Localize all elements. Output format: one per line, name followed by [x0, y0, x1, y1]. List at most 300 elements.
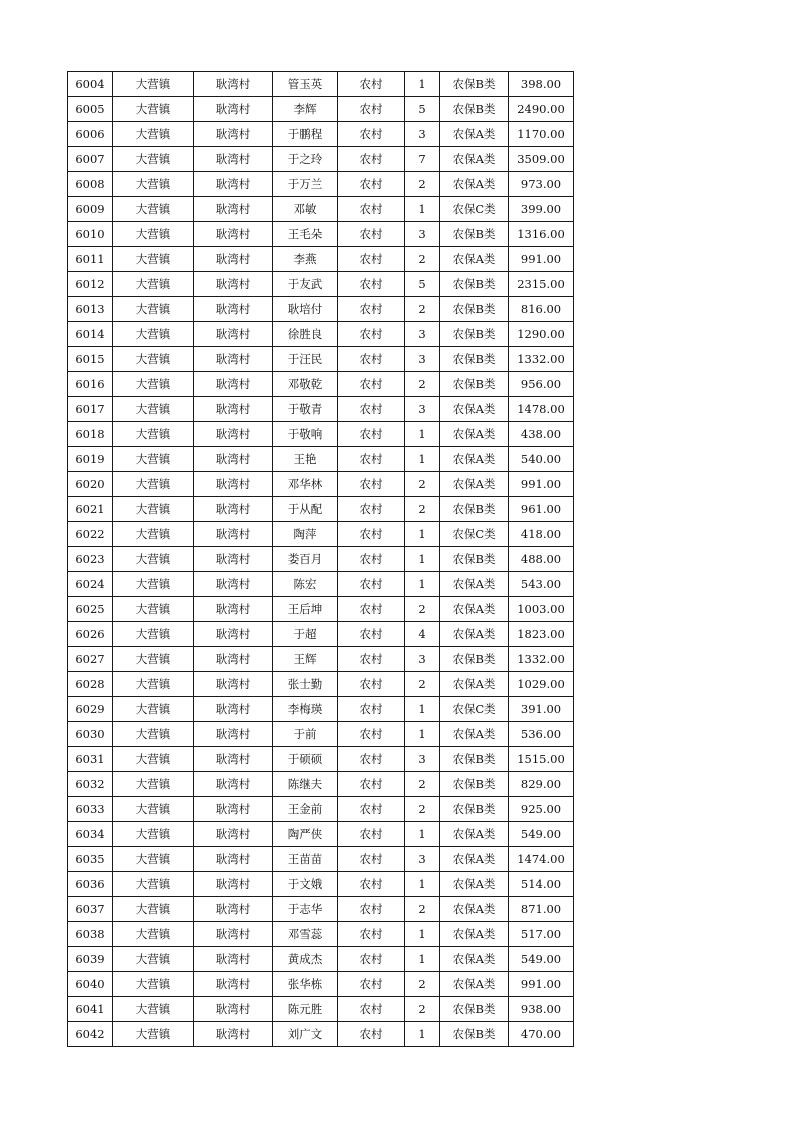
record-id-cell: 6032 — [68, 772, 113, 797]
table-row — [68, 1022, 574, 1047]
household-type-cell: 农村 — [338, 472, 405, 497]
amount-cell: 991.00 — [509, 247, 574, 272]
record-id-cell: 6005 — [68, 97, 113, 122]
village-cell: 耿湾村 — [194, 872, 273, 897]
member-count-cell: 1 — [405, 822, 440, 847]
insurance-category-cell: 农保B类 — [440, 372, 509, 397]
name-cell: 王毛朵 — [273, 222, 338, 247]
town-cell: 大营镇 — [113, 922, 194, 947]
village-cell: 耿湾村 — [194, 822, 273, 847]
town-cell: 大营镇 — [113, 297, 194, 322]
table-row — [68, 622, 574, 647]
household-type-cell: 农村 — [338, 572, 405, 597]
table-row — [68, 472, 574, 497]
insurance-category-cell: 农保C类 — [440, 522, 509, 547]
member-count-cell: 1 — [405, 197, 440, 222]
amount-cell: 1003.00 — [509, 597, 574, 622]
household-type-cell: 农村 — [338, 422, 405, 447]
village-cell: 耿湾村 — [194, 547, 273, 572]
household-type-cell: 农村 — [338, 747, 405, 772]
village-cell: 耿湾村 — [194, 422, 273, 447]
record-id-cell: 6039 — [68, 947, 113, 972]
member-count-cell: 1 — [405, 522, 440, 547]
member-count-cell: 1 — [405, 697, 440, 722]
insurance-category-cell: 农保B类 — [440, 747, 509, 772]
name-cell: 于文娥 — [273, 872, 338, 897]
member-count-cell: 3 — [405, 647, 440, 672]
record-id-cell: 6012 — [68, 272, 113, 297]
record-id-cell: 6027 — [68, 647, 113, 672]
village-cell: 耿湾村 — [194, 522, 273, 547]
record-id-cell: 6011 — [68, 247, 113, 272]
town-cell: 大营镇 — [113, 472, 194, 497]
amount-cell: 956.00 — [509, 372, 574, 397]
household-type-cell: 农村 — [338, 522, 405, 547]
village-cell: 耿湾村 — [194, 347, 273, 372]
village-cell: 耿湾村 — [194, 897, 273, 922]
name-cell: 于从配 — [273, 497, 338, 522]
village-cell: 耿湾村 — [194, 572, 273, 597]
insurance-category-cell: 农保A类 — [440, 397, 509, 422]
village-cell: 耿湾村 — [194, 972, 273, 997]
table-row — [68, 297, 574, 322]
amount-cell: 399.00 — [509, 197, 574, 222]
table-row — [68, 497, 574, 522]
town-cell: 大营镇 — [113, 222, 194, 247]
table-row — [68, 322, 574, 347]
amount-cell: 1332.00 — [509, 647, 574, 672]
insurance-category-cell: 农保A类 — [440, 672, 509, 697]
record-id-cell: 6042 — [68, 1022, 113, 1047]
village-cell: 耿湾村 — [194, 197, 273, 222]
name-cell: 于万兰 — [273, 172, 338, 197]
record-id-cell: 6024 — [68, 572, 113, 597]
town-cell: 大营镇 — [113, 797, 194, 822]
village-cell: 耿湾村 — [194, 97, 273, 122]
insurance-category-cell: 农保A类 — [440, 597, 509, 622]
table-row — [68, 747, 574, 772]
table-row — [68, 997, 574, 1022]
insurance-category-cell: 农保B类 — [440, 797, 509, 822]
amount-cell: 540.00 — [509, 447, 574, 472]
table-row — [68, 772, 574, 797]
record-id-cell: 6017 — [68, 397, 113, 422]
name-cell: 娄百月 — [273, 547, 338, 572]
table-row — [68, 447, 574, 472]
town-cell: 大营镇 — [113, 897, 194, 922]
table-row — [68, 222, 574, 247]
village-cell: 耿湾村 — [194, 247, 273, 272]
insurance-category-cell: 农保A类 — [440, 972, 509, 997]
name-cell: 于友武 — [273, 272, 338, 297]
amount-cell: 549.00 — [509, 822, 574, 847]
amount-cell: 1029.00 — [509, 672, 574, 697]
name-cell: 王苗苗 — [273, 847, 338, 872]
insurance-category-cell: 农保A类 — [440, 172, 509, 197]
household-type-cell: 农村 — [338, 997, 405, 1022]
table-row — [68, 822, 574, 847]
insurance-category-cell: 农保A类 — [440, 847, 509, 872]
record-id-cell: 6026 — [68, 622, 113, 647]
town-cell: 大营镇 — [113, 347, 194, 372]
name-cell: 张士勤 — [273, 672, 338, 697]
amount-cell: 470.00 — [509, 1022, 574, 1047]
record-id-cell: 6021 — [68, 497, 113, 522]
household-type-cell: 农村 — [338, 847, 405, 872]
record-id-cell: 6019 — [68, 447, 113, 472]
name-cell: 于敬青 — [273, 397, 338, 422]
insurance-category-cell: 农保A类 — [440, 947, 509, 972]
table-row — [68, 247, 574, 272]
village-cell: 耿湾村 — [194, 447, 273, 472]
insurance-category-cell: 农保A类 — [440, 897, 509, 922]
member-count-cell: 2 — [405, 772, 440, 797]
name-cell: 陈宏 — [273, 572, 338, 597]
member-count-cell: 3 — [405, 347, 440, 372]
table-row — [68, 572, 574, 597]
member-count-cell: 7 — [405, 147, 440, 172]
town-cell: 大营镇 — [113, 947, 194, 972]
insurance-category-cell: 农保A类 — [440, 447, 509, 472]
member-count-cell: 5 — [405, 97, 440, 122]
village-cell: 耿湾村 — [194, 1022, 273, 1047]
member-count-cell: 1 — [405, 422, 440, 447]
name-cell: 于鹏程 — [273, 122, 338, 147]
table-row — [68, 597, 574, 622]
amount-cell: 1515.00 — [509, 747, 574, 772]
name-cell: 王艳 — [273, 447, 338, 472]
name-cell: 李梅瑛 — [273, 697, 338, 722]
town-cell: 大营镇 — [113, 72, 194, 97]
insurance-category-cell: 农保A类 — [440, 472, 509, 497]
household-type-cell: 农村 — [338, 622, 405, 647]
table-row — [68, 197, 574, 222]
insurance-category-cell: 农保A类 — [440, 247, 509, 272]
amount-cell: 438.00 — [509, 422, 574, 447]
record-id-cell: 6016 — [68, 372, 113, 397]
table-row — [68, 72, 574, 97]
member-count-cell: 1 — [405, 922, 440, 947]
record-id-cell: 6020 — [68, 472, 113, 497]
member-count-cell: 3 — [405, 322, 440, 347]
name-cell: 陶严侠 — [273, 822, 338, 847]
table-row — [68, 147, 574, 172]
town-cell: 大营镇 — [113, 122, 194, 147]
member-count-cell: 2 — [405, 997, 440, 1022]
village-cell: 耿湾村 — [194, 997, 273, 1022]
town-cell: 大营镇 — [113, 397, 194, 422]
record-id-cell: 6040 — [68, 972, 113, 997]
amount-cell: 514.00 — [509, 872, 574, 897]
record-id-cell: 6036 — [68, 872, 113, 897]
table-row — [68, 422, 574, 447]
town-cell: 大营镇 — [113, 622, 194, 647]
name-cell: 于之玲 — [273, 147, 338, 172]
table-row — [68, 647, 574, 672]
member-count-cell: 2 — [405, 672, 440, 697]
town-cell: 大营镇 — [113, 247, 194, 272]
town-cell: 大营镇 — [113, 672, 194, 697]
village-cell: 耿湾村 — [194, 597, 273, 622]
insurance-category-cell: 农保B类 — [440, 97, 509, 122]
name-cell: 邓雪蕊 — [273, 922, 338, 947]
town-cell: 大营镇 — [113, 197, 194, 222]
village-cell: 耿湾村 — [194, 647, 273, 672]
household-type-cell: 农村 — [338, 272, 405, 297]
record-id-cell: 6022 — [68, 522, 113, 547]
amount-cell: 961.00 — [509, 497, 574, 522]
household-type-cell: 农村 — [338, 222, 405, 247]
table-row — [68, 372, 574, 397]
town-cell: 大营镇 — [113, 722, 194, 747]
town-cell: 大营镇 — [113, 272, 194, 297]
name-cell: 王金前 — [273, 797, 338, 822]
village-cell: 耿湾村 — [194, 147, 273, 172]
insurance-category-cell: 农保A类 — [440, 622, 509, 647]
table-row — [68, 672, 574, 697]
village-cell: 耿湾村 — [194, 297, 273, 322]
amount-cell: 2315.00 — [509, 272, 574, 297]
village-cell: 耿湾村 — [194, 847, 273, 872]
household-type-cell: 农村 — [338, 822, 405, 847]
village-cell: 耿湾村 — [194, 222, 273, 247]
household-type-cell: 农村 — [338, 872, 405, 897]
name-cell: 于汪民 — [273, 347, 338, 372]
member-count-cell: 3 — [405, 747, 440, 772]
town-cell: 大营镇 — [113, 697, 194, 722]
member-count-cell: 2 — [405, 172, 440, 197]
member-count-cell: 1 — [405, 1022, 440, 1047]
name-cell: 邓敬乾 — [273, 372, 338, 397]
household-type-cell: 农村 — [338, 947, 405, 972]
member-count-cell: 1 — [405, 947, 440, 972]
household-type-cell: 农村 — [338, 122, 405, 147]
member-count-cell: 2 — [405, 972, 440, 997]
name-cell: 徐胜良 — [273, 322, 338, 347]
member-count-cell: 2 — [405, 597, 440, 622]
benefit-table — [67, 71, 574, 1047]
household-type-cell: 农村 — [338, 72, 405, 97]
amount-cell: 3509.00 — [509, 147, 574, 172]
insurance-category-cell: 农保A类 — [440, 722, 509, 747]
household-type-cell: 农村 — [338, 322, 405, 347]
household-type-cell: 农村 — [338, 347, 405, 372]
amount-cell: 549.00 — [509, 947, 574, 972]
table-row — [68, 397, 574, 422]
household-type-cell: 农村 — [338, 147, 405, 172]
town-cell: 大营镇 — [113, 522, 194, 547]
insurance-category-cell: 农保B类 — [440, 272, 509, 297]
household-type-cell: 农村 — [338, 672, 405, 697]
village-cell: 耿湾村 — [194, 722, 273, 747]
insurance-category-cell: 农保B类 — [440, 997, 509, 1022]
name-cell: 李辉 — [273, 97, 338, 122]
name-cell: 邓敏 — [273, 197, 338, 222]
record-id-cell: 6037 — [68, 897, 113, 922]
insurance-category-cell: 农保B类 — [440, 322, 509, 347]
name-cell: 于超 — [273, 622, 338, 647]
village-cell: 耿湾村 — [194, 922, 273, 947]
table-row — [68, 947, 574, 972]
member-count-cell: 3 — [405, 397, 440, 422]
table-row — [68, 972, 574, 997]
member-count-cell: 2 — [405, 472, 440, 497]
village-cell: 耿湾村 — [194, 672, 273, 697]
record-id-cell: 6030 — [68, 722, 113, 747]
insurance-category-cell: 农保B类 — [440, 222, 509, 247]
village-cell: 耿湾村 — [194, 272, 273, 297]
household-type-cell: 农村 — [338, 497, 405, 522]
member-count-cell: 2 — [405, 247, 440, 272]
record-id-cell: 6008 — [68, 172, 113, 197]
town-cell: 大营镇 — [113, 972, 194, 997]
name-cell: 张华栋 — [273, 972, 338, 997]
town-cell: 大营镇 — [113, 422, 194, 447]
amount-cell: 1316.00 — [509, 222, 574, 247]
amount-cell: 871.00 — [509, 897, 574, 922]
name-cell: 陈元胜 — [273, 997, 338, 1022]
table-row — [68, 872, 574, 897]
insurance-category-cell: 农保B类 — [440, 547, 509, 572]
town-cell: 大营镇 — [113, 747, 194, 772]
town-cell: 大营镇 — [113, 647, 194, 672]
amount-cell: 517.00 — [509, 922, 574, 947]
insurance-category-cell: 农保A类 — [440, 422, 509, 447]
table-row — [68, 272, 574, 297]
amount-cell: 543.00 — [509, 572, 574, 597]
town-cell: 大营镇 — [113, 997, 194, 1022]
record-id-cell: 6018 — [68, 422, 113, 447]
amount-cell: 536.00 — [509, 722, 574, 747]
insurance-category-cell: 农保A类 — [440, 122, 509, 147]
household-type-cell: 农村 — [338, 172, 405, 197]
table-row — [68, 522, 574, 547]
record-id-cell: 6006 — [68, 122, 113, 147]
member-count-cell: 2 — [405, 797, 440, 822]
name-cell: 耿培付 — [273, 297, 338, 322]
table-row — [68, 172, 574, 197]
amount-cell: 816.00 — [509, 297, 574, 322]
table-row — [68, 847, 574, 872]
record-id-cell: 6031 — [68, 747, 113, 772]
record-id-cell: 6034 — [68, 822, 113, 847]
town-cell: 大营镇 — [113, 847, 194, 872]
name-cell: 于敬响 — [273, 422, 338, 447]
record-id-cell: 6007 — [68, 147, 113, 172]
amount-cell: 991.00 — [509, 472, 574, 497]
record-id-cell: 6009 — [68, 197, 113, 222]
record-id-cell: 6029 — [68, 697, 113, 722]
table-row — [68, 347, 574, 372]
amount-cell: 1823.00 — [509, 622, 574, 647]
name-cell: 李燕 — [273, 247, 338, 272]
record-id-cell: 6010 — [68, 222, 113, 247]
member-count-cell: 1 — [405, 722, 440, 747]
amount-cell: 991.00 — [509, 972, 574, 997]
town-cell: 大营镇 — [113, 172, 194, 197]
village-cell: 耿湾村 — [194, 497, 273, 522]
village-cell: 耿湾村 — [194, 472, 273, 497]
table-row — [68, 897, 574, 922]
record-id-cell: 6041 — [68, 997, 113, 1022]
village-cell: 耿湾村 — [194, 747, 273, 772]
record-id-cell: 6025 — [68, 597, 113, 622]
household-type-cell: 农村 — [338, 297, 405, 322]
household-type-cell: 农村 — [338, 372, 405, 397]
member-count-cell: 3 — [405, 222, 440, 247]
member-count-cell: 3 — [405, 847, 440, 872]
name-cell: 王辉 — [273, 647, 338, 672]
record-id-cell: 6038 — [68, 922, 113, 947]
name-cell: 刘广文 — [273, 1022, 338, 1047]
member-count-cell: 1 — [405, 572, 440, 597]
insurance-category-cell: 农保A类 — [440, 872, 509, 897]
household-type-cell: 农村 — [338, 197, 405, 222]
name-cell: 于前 — [273, 722, 338, 747]
insurance-category-cell: 农保A类 — [440, 572, 509, 597]
town-cell: 大营镇 — [113, 1022, 194, 1047]
table-row — [68, 797, 574, 822]
household-type-cell: 农村 — [338, 447, 405, 472]
insurance-category-cell: 农保A类 — [440, 822, 509, 847]
household-type-cell: 农村 — [338, 697, 405, 722]
member-count-cell: 2 — [405, 897, 440, 922]
member-count-cell: 5 — [405, 272, 440, 297]
village-cell: 耿湾村 — [194, 372, 273, 397]
amount-cell: 2490.00 — [509, 97, 574, 122]
household-type-cell: 农村 — [338, 797, 405, 822]
member-count-cell: 1 — [405, 447, 440, 472]
table-row — [68, 122, 574, 147]
household-type-cell: 农村 — [338, 597, 405, 622]
amount-cell: 973.00 — [509, 172, 574, 197]
amount-cell: 1170.00 — [509, 122, 574, 147]
village-cell: 耿湾村 — [194, 697, 273, 722]
town-cell: 大营镇 — [113, 772, 194, 797]
amount-cell: 391.00 — [509, 697, 574, 722]
village-cell: 耿湾村 — [194, 322, 273, 347]
name-cell: 于志华 — [273, 897, 338, 922]
member-count-cell: 4 — [405, 622, 440, 647]
village-cell: 耿湾村 — [194, 797, 273, 822]
record-id-cell: 6013 — [68, 297, 113, 322]
household-type-cell: 农村 — [338, 1022, 405, 1047]
amount-cell: 938.00 — [509, 997, 574, 1022]
village-cell: 耿湾村 — [194, 622, 273, 647]
insurance-category-cell: 农保B类 — [440, 297, 509, 322]
record-id-cell: 6014 — [68, 322, 113, 347]
table-row — [68, 922, 574, 947]
name-cell: 管玉英 — [273, 72, 338, 97]
insurance-category-cell: 农保B类 — [440, 1022, 509, 1047]
town-cell: 大营镇 — [113, 597, 194, 622]
household-type-cell: 农村 — [338, 897, 405, 922]
amount-cell: 1290.00 — [509, 322, 574, 347]
name-cell: 陈继夫 — [273, 772, 338, 797]
household-type-cell: 农村 — [338, 922, 405, 947]
insurance-category-cell: 农保B类 — [440, 347, 509, 372]
table-body — [68, 72, 574, 1047]
village-cell: 耿湾村 — [194, 947, 273, 972]
insurance-category-cell: 农保B类 — [440, 497, 509, 522]
name-cell: 王后坤 — [273, 597, 338, 622]
name-cell: 黄成杰 — [273, 947, 338, 972]
household-type-cell: 农村 — [338, 247, 405, 272]
amount-cell: 1332.00 — [509, 347, 574, 372]
town-cell: 大营镇 — [113, 547, 194, 572]
record-id-cell: 6015 — [68, 347, 113, 372]
household-type-cell: 农村 — [338, 647, 405, 672]
